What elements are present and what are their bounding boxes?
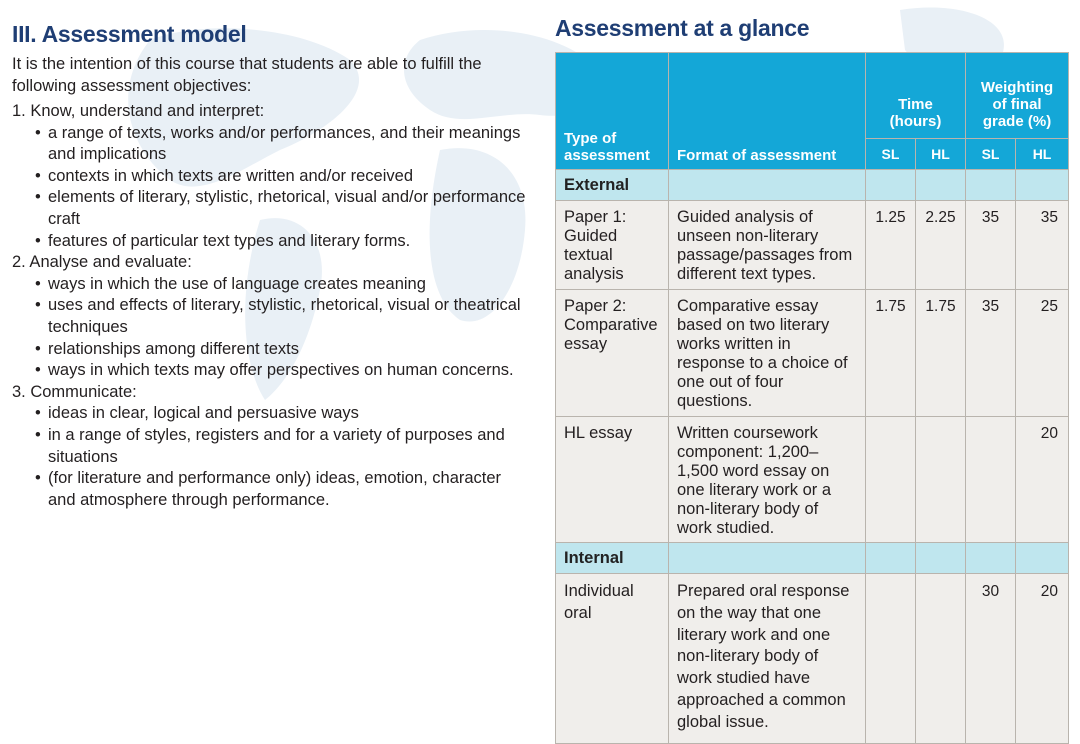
objective-3 <box>12 382 532 512</box>
header-time-sl: SL <box>866 139 916 170</box>
header-time-hl: HL <box>916 139 966 170</box>
cell-time-hl <box>916 417 966 543</box>
list-item: • relationships among different texts <box>48 339 532 361</box>
list-item: • ways in which the use of language creates meaning <box>48 274 532 296</box>
section-row-internal <box>556 543 1069 574</box>
bullet-icon: • <box>35 404 41 423</box>
header-time: Time (hours) <box>866 53 966 139</box>
cell-time-hl: 2.25 <box>916 201 966 290</box>
cell-weight-hl: 20 <box>1016 574 1069 744</box>
table-title: Assessment at a glance <box>555 15 810 41</box>
list-item: • (for literature and performance only) ideas, emotion, character and atmosphere through performance. <box>35 469 502 509</box>
cell-time-sl <box>866 417 916 543</box>
list-item: • ways in which texts may offer perspectives on human concerns. <box>48 360 532 382</box>
bullet-icon: • <box>35 231 41 250</box>
cell-type: Paper 1: Guided textual analysis <box>556 201 669 290</box>
header-format: Format of assessment <box>669 53 866 170</box>
objective-items <box>12 274 532 382</box>
list-item: • in a range of styles, registers and for a variety of purposes and situations <box>35 425 505 466</box>
section-label-external: External <box>556 170 669 201</box>
cell-weight-sl: 30 <box>966 574 1016 744</box>
objective-label: 2. Analyse and evaluate: <box>12 253 192 272</box>
list-item: • a range of texts, works and/or performances, and their meanings and implications <box>35 123 521 164</box>
cell-time-hl: 1.75 <box>916 290 966 417</box>
header-weighting: Weighting of final grade (%) <box>966 53 1069 139</box>
bullet-icon: • <box>35 188 41 207</box>
bullet-icon: • <box>35 361 41 380</box>
list-item: • uses and effects of literary, stylistic, rhetorical, visual or theatrical techniques <box>35 296 521 336</box>
objective-label: 1. Know, understand and interpret: <box>12 102 265 120</box>
table-row <box>556 574 1069 744</box>
bullet-icon: • <box>35 296 41 315</box>
table-row <box>556 417 1069 543</box>
section-title: III. Assessment model <box>12 21 247 47</box>
cell-format: Comparative essay based on two literary works written in response to a choice of one out of four questions. <box>669 290 866 417</box>
section-label-internal: Internal <box>556 543 669 574</box>
assessment-model-section <box>12 18 532 511</box>
intro-paragraph: It is the intention of this course that students are able to fulfill the following assessment objectives: <box>12 55 482 95</box>
assessment-table <box>555 52 1069 744</box>
cell-weight-sl: 35 <box>966 201 1016 290</box>
objectives-list <box>12 101 532 511</box>
cell-type: Paper 2: Comparative essay <box>556 290 669 417</box>
cell-time-sl: 1.25 <box>866 201 916 290</box>
cell-weight-hl: 35 <box>1016 201 1069 290</box>
bullet-icon: • <box>35 339 41 358</box>
bullet-icon: • <box>35 425 41 444</box>
cell-weight-sl <box>966 417 1016 543</box>
section-row-external <box>556 170 1069 201</box>
objective-2 <box>12 252 532 382</box>
cell-time-hl <box>916 574 966 744</box>
list-item: • features of particular text types and literary forms. <box>48 231 532 253</box>
objective-items <box>12 123 532 253</box>
bullet-icon: • <box>35 123 41 142</box>
table-row <box>556 201 1069 290</box>
list-item: • elements of literary, stylistic, rhetorical, visual and/or performance craft <box>35 188 526 228</box>
cell-type: Individual oral <box>556 574 669 744</box>
header-weight-hl: HL <box>1016 139 1069 170</box>
list-item: • contexts in which texts are written and/or received <box>48 166 532 188</box>
table-row <box>556 290 1069 417</box>
cell-weight-hl: 20 <box>1016 417 1069 543</box>
objective-items <box>12 403 532 511</box>
objective-1 <box>12 101 532 252</box>
list-item: • ideas in clear, logical and persuasive ways <box>48 403 532 425</box>
cell-time-sl: 1.75 <box>866 290 916 417</box>
bullet-icon: • <box>35 274 41 293</box>
bullet-icon: • <box>35 166 41 185</box>
cell-format: Written coursework component: 1,200–1,500 word essay on one literary work or a non-literary body of work studied. <box>669 417 866 543</box>
cell-format: Guided analysis of unseen non-literary passage/passages from different text types. <box>669 201 866 290</box>
cell-weight-sl: 35 <box>966 290 1016 417</box>
cell-time-sl <box>866 574 916 744</box>
cell-type: HL essay <box>556 417 669 543</box>
bullet-icon: • <box>35 469 41 488</box>
header-type: Type of assessment <box>556 53 669 170</box>
cell-format: Prepared oral response on the way that one literary work and one non-literary body of work studied have approached a common global issue. <box>669 574 866 744</box>
header-weight-sl: SL <box>966 139 1016 170</box>
assessment-at-a-glance-section <box>555 14 1068 744</box>
cell-weight-hl: 25 <box>1016 290 1069 417</box>
objective-label: 3. Communicate: <box>12 382 137 401</box>
